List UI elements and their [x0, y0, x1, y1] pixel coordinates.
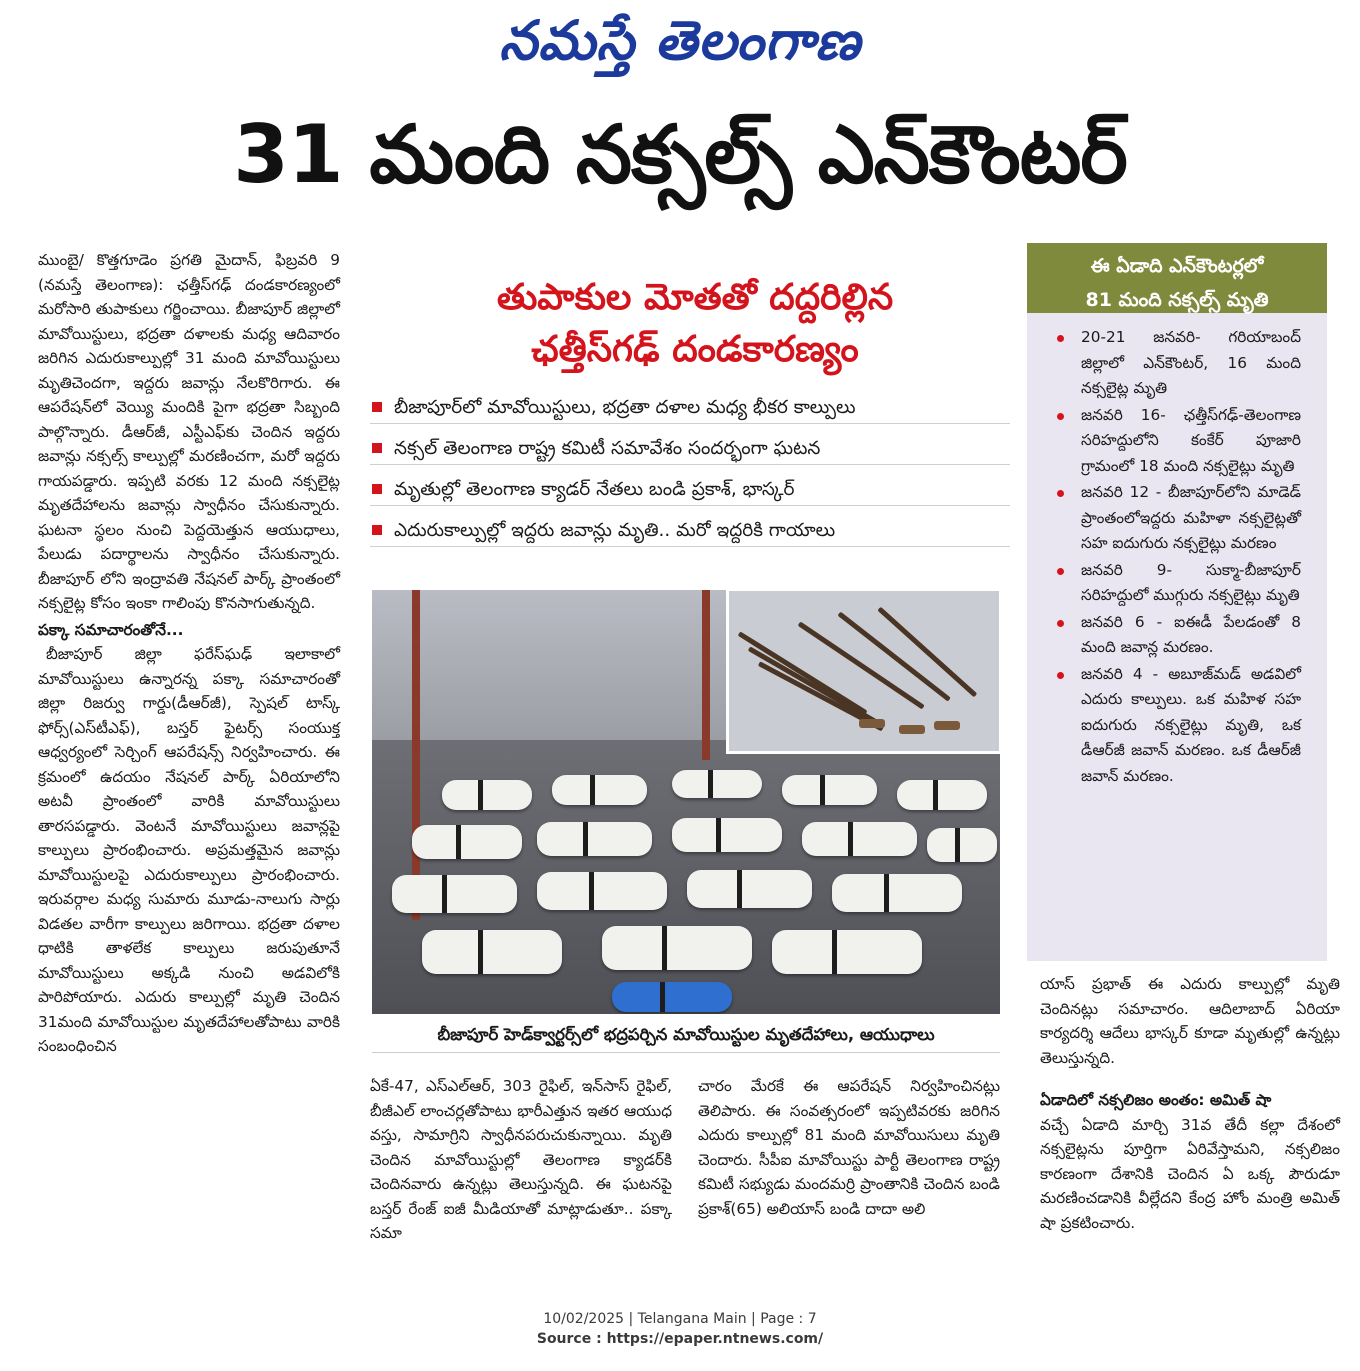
kicker-line-1: తుపాకుల మోతతో దద్దరిల్లిన: [496, 277, 894, 318]
bullet-item: [370, 437, 1010, 465]
kicker-headline: [370, 272, 1020, 376]
bullet-dot-icon: [1057, 335, 1064, 342]
photo-body-bag: [537, 872, 667, 910]
bullet-text: నక్సల్ తెలంగాణ రాష్ట్ర కమిటీ సమావేశం సందర్భంగా ఘటన: [394, 438, 821, 459]
bullet-text: మృతుల్లో తెలంగాణ క్యాడర్ నేతలు బండి ప్రకాశ్, భాస్కర్: [394, 479, 795, 500]
photo-body-bag: [802, 822, 917, 856]
photo-caption: బీజాపూర్ హెడ్‌క్వార్టర్స్‌లో భద్రపర్చిన మావోయిస్టుల మృతదేహాలు, ఆయుధాలు: [372, 1018, 1000, 1053]
bullet-dot-icon: [1057, 568, 1064, 575]
photo-body-bag: [422, 930, 562, 974]
photo-body-bag: [782, 775, 877, 805]
bullet-item: [370, 396, 1010, 424]
photo-blue-sheet: [612, 982, 732, 1012]
footer-date-page: 10/02/2025 | Telangana Main | Page : 7: [543, 1311, 817, 1327]
sidebar-item-text: జనవరి 4 - అబూజ్‌మడ్ అడవిలో ఎదురు కాల్పులు. ఒక మహిళ సహ ఐదుగురు నక్సలైట్లు మృతి, ఒక డీఆర్‌జీ జవాన్ మరణం. ఒక డీఆర్‌జీ జవాన్ మరణం.: [1081, 664, 1301, 785]
encounters-sidebar: [1027, 243, 1327, 961]
sidebar-item-text: జనవరి 6 - ఐఈడీ పేలడంతో 8 మంది జవాన్ల మరణం.: [1081, 612, 1301, 656]
rifle-stock-shape: [899, 725, 925, 734]
left-paragraph-1: ముంబై/ కొత్తగూడెం ప్రగతి మైదాన్, ఫిబ్రవరి 9 (నమస్తే తెలంగాణ): ఛత్తీస్‌గఢ్ దండకారణ్యంలో మరోసారి తుపాకులు గర్జించాయి. బీజాపూర్ జిల్లాలో మావోయిస్టులు, భద్రతా దళాలకు మధ్య ఆదివారం జరిగిన ఎదురుకాల్పుల్లో 31 మంది మావోయిస్టులు మృతిచెందగా, ఇద్దరు జవాన్లు నేలకొరిగారు. ఈ ఆపరేషన్‌లో వెయ్యి మందికి పైగా భద్రతా సిబ్బంది పాల్గొన్నారు. డీఆర్‌జీ, ఎస్టీఎఫ్‌కు చెందిన ఇద్దరు జవాన్లు నక్సల్స్ కాల్పుల్లో మరణించగా, మరో ఇద్దరు గాయపడ్డారు. ఇప్పటి వరకు 12 మంది నక్సలైట్ల మృతదేహాలను జవాన్లు స్వాధీనం చేసుకున్నారు. ఘటనా స్థలం నుంచి పెద్దయెత్తున ఆయుధాలు, పేలుడు పదార్థాలను స్వాధీనం చేసుకున్నారు. బీజాపూర్ లోని ఇంద్రావతి నేషనల్ పార్క్ ప్రాంతంలో నక్సలైట్ల కోసం ఇంకా గాలింపు కొనసాగుతున్నది.: [38, 251, 340, 612]
photo-body-bag: [552, 775, 647, 805]
news-photo: [372, 590, 1000, 1014]
middle-column-1: [370, 1074, 672, 1246]
left-paragraph-2: బీజాపూర్ జిల్లా ఫరేస్‌ఘఢ్ ఇలాకాలో మావోయిస్టులు ఉన్నారన్న పక్కా సమాచారంతో జిల్లా రిజర్వు గార్డు(డీఆర్‌జీ), స్పెషల్ టాస్క్ ఫోర్స్(ఎస్‌టీఎఫ్), బస్తర్ ఫైటర్స్ సంయుక్త ఆధ్వర్యంలో సెర్చింగ్ ఆపరేషన్స్ నిర్వహించారు. ఈ క్రమంలో ఉదయం నేషనల్ పార్క్ ఏరియాలోని అటవీ ప్రాంతంలో వారికి మావోయిస్టులు తారసపడ్డారు. వెంటనే మావోయిస్టులు జవాన్లపై కాల్పులు ప్రారంభించారు. అప్రమత్తమైన జవాన్లు మావోయిస్టులపై ఎదురుకాల్పులు ప్రారంభించారు. ఇరువర్గాల మధ్య సుమారు మూడు-నాలుగు సార్లు విడతల వారీగా కాల్పులు జరిగాయి. భద్రతా దళాల ధాటికి తాళలేక కాల్పులు జరుపుతూనే మావోయిస్టులు అక్కడి నుంచి అడవిలోకి పారిపోయారు. ఎదురు కాల్పుల్లో మృతి చెందిన 31మంది మావోయిస్టుల మృతదేహాలతోపాటు వారికి సంబంధించిన: [38, 645, 340, 1055]
headline: 31 మంది నక్సల్స్ ఎన్‌కౌంటర్: [233, 108, 1127, 201]
sidebar-item: [1053, 610, 1301, 661]
sidebar-heading-line-2: 81 మంది నక్సల్స్ మృతి: [1085, 289, 1269, 311]
photo-body-bag: [772, 930, 922, 974]
photo-body-bag: [537, 822, 652, 856]
bullet-dot-icon: [1057, 490, 1064, 497]
masthead-logo: నమస్తే తెలంగాణ: [499, 8, 861, 72]
sidebar-item-text: 20-21 జనవరి- గరియాబంద్ జిల్లాలో ఎన్‌కౌంటర్, 16 మంది నక్సలైట్ల మృతి: [1081, 328, 1301, 397]
footer-source: Source : https://epaper.ntnews.com/: [536, 1331, 824, 1347]
photo-body-bag: [897, 780, 987, 810]
sidebar-list: [1027, 313, 1327, 789]
left-subhead: పక్కా సమాచారంతోనే...: [38, 620, 184, 639]
photo-tent-pole: [412, 590, 420, 920]
photo-body-bag: [927, 828, 997, 862]
middle-paragraph-1: ఏకే-47, ఎస్ఎల్ఆర్, 303 రైఫిల్, ఇన్‌సాస్ రైఫిల్, బీజీఎల్ లాంచర్లతోపాటు భారీఎత్తున ఇతర ఆయుధ వస్తు, సామాగ్రిని స్వాధీనపరుచుకున్నాయి. మృతి చెందిన మావోయిస్టుల్లో తెలంగాణ క్యాడర్‌కి చెందినవారు ఉన్నట్లు తెలుస్తున్నది. ఈ ఘటనపై బస్తర్ రేంజ్ ఐజీ మీడియాతో మాట్లాడుతూ.. పక్కా సమా: [370, 1077, 672, 1242]
photo-tent-pole: [702, 590, 710, 760]
left-column: [38, 248, 340, 1059]
bullet-dot-icon: [1057, 413, 1064, 420]
highlight-bullets: [370, 396, 1010, 560]
kicker-line-2: ఛత్తీస్‌గఢ్ దండకారణ్యం: [531, 329, 859, 370]
bullet-item: [370, 478, 1010, 506]
bullet-dot-icon: [1057, 620, 1064, 627]
rifle-stock-shape: [934, 721, 960, 730]
sidebar-heading: [1027, 243, 1327, 313]
photo-body-bag: [442, 780, 532, 810]
right-column: [1040, 972, 1340, 1235]
sidebar-heading-line-1: ఈ ఏడాది ఎన్‌కౌంటర్లలో: [1090, 255, 1264, 277]
sidebar-item: [1053, 325, 1301, 402]
photo-body-bag: [672, 818, 782, 852]
bullet-text: ఎదురుకాల్పుల్లో ఇద్దరు జవాన్లు మృతి.. మరో ఇద్దరికి గాయాలు: [394, 520, 836, 541]
bullet-square-icon: [372, 484, 382, 494]
photo-inset-weapons: [726, 590, 1000, 754]
page-footer: [0, 1309, 1360, 1349]
sidebar-item-text: జనవరి 12 - బీజాపూర్‌లోని మాడెడ్ ప్రాంతంలోఇద్దరు మహిళా నక్సలైట్లతో సహ ఐదుగురు నక్సలైట్లు మరణం: [1081, 483, 1301, 552]
photo-body-bag: [672, 770, 762, 798]
bullet-item: [370, 519, 1010, 547]
bullet-text: బీజాపూర్‌లో మావోయిస్టులు, భద్రతా దళాల మధ్య భీకర కాల్పులు: [394, 397, 856, 418]
right-paragraph-1: యాస్ ప్రభాత్ ఈ ఎదురు కాల్పుల్లో మృతి చెందినట్లు సమాచారం. ఆదిలాబాద్ ఏరియా కార్యదర్శి ఆదేలు భాస్కర్ కూడా మృతుల్లో ఉన్నట్లు తెలుస్తున్నది.: [1040, 975, 1340, 1067]
bullet-dot-icon: [1057, 672, 1064, 679]
photo-body-bag: [832, 874, 962, 912]
right-subhead: ఏడాదిలో నక్సలిజం అంతం: అమిత్ షా: [1040, 1091, 1272, 1109]
photo-body-bag: [392, 875, 517, 913]
middle-paragraph-2: చారం మేరకే ఈ ఆపరేషన్ నిర్వహించినట్లు తెలిపారు. ఈ సంవత్సరంలో ఇప్పటివరకు జరిగిన ఎదురు కాల్పుల్లో 81 మంది మావోయిసులు మృతి చెందారు. సీపీఐ మావోయిస్టు పార్టీ తెలంగాణ రాష్ట్ర కమిటీ సభ్యుడు మందమర్రి ప్రాంతానికి చెందిన బండి ప్రకాశ్(65) అలియాస్ బండి దాదా అలి: [698, 1077, 1000, 1218]
sidebar-item: [1053, 662, 1301, 790]
bullet-square-icon: [372, 443, 382, 453]
sidebar-item-text: జనవరి 16- ఛత్తీస్‌గఢ్-తెలంగాణ సరిహద్దులోని కంకేర్ పూజారి గ్రామంలో 18 మంది నక్సలైట్లు మృతి: [1081, 405, 1301, 475]
sidebar-item: [1053, 480, 1301, 557]
sidebar-item: [1053, 403, 1301, 480]
photo-body-bag: [412, 825, 522, 859]
rifle-stock-shape: [859, 719, 885, 728]
middle-column-2: [698, 1074, 1000, 1221]
bullet-square-icon: [372, 402, 382, 412]
photo-body-bag: [687, 870, 812, 908]
bullet-square-icon: [372, 525, 382, 535]
photo-body-bag: [602, 926, 752, 970]
sidebar-item-text: జనవరి 9- సుక్మా-బీజాపూర్ సరిహద్దులో ముగ్గురు నక్సలైట్లు మృతి: [1081, 560, 1301, 604]
right-paragraph-2: వచ్చే ఏడాది మార్చి 31వ తేదీ కల్లా దేశంలో నక్సలైట్లను పూర్తిగా ఏరివేస్తామని, నక్సలిజం కారణంగా దేశానికి చెందిన ఏ ఒక్క పౌరుడూ మరణించడానికి వీల్లేదని కేంద్ర హోం మంత్రి అమిత్ షా ప్రకటించారు.: [1040, 1115, 1340, 1232]
sidebar-item: [1053, 558, 1301, 609]
